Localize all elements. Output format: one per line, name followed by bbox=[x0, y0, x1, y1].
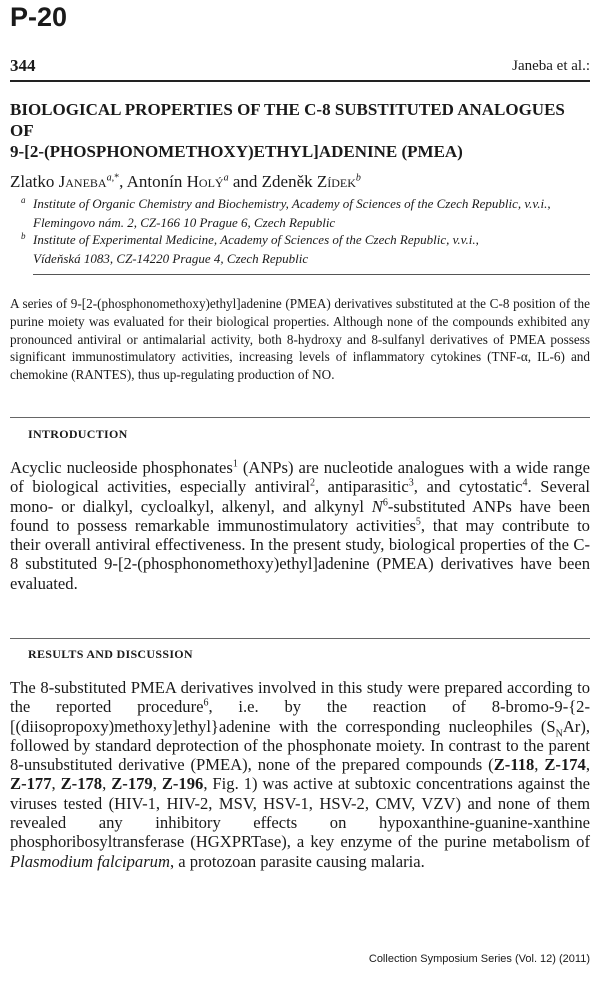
author-1-last: Janeba bbox=[58, 172, 107, 191]
compound-label: Z-196 bbox=[161, 774, 204, 794]
author-3-affil: b bbox=[355, 172, 361, 184]
abstract: A series of 9-[2-(phosphonomethoxy)ethyl]adenine (PMEA) derivatives substituted at the C-8 position of the purine moiety was evaluated for their biological properties. Although none of the compounds exhibited any pronounced antiviral or antimalarial activity, both 8-hydroxy and 8-sulfanyl derivatives of PMEA possess significant immunostimulatory activities, increasing levels of inflammatory cytokines (TNF-α, IL-6) and chemokine (RANTES), thus up-regulating production of NO. bbox=[10, 296, 590, 383]
compound-label: Z-178 bbox=[60, 774, 103, 794]
results-run: , Fig. 1) was active at subtoxic concentrations against the viruses tested (HIV-1, HIV-2, MSV, HSV-1, HSV-2, CMV, VZV) and none of them revealed any inhibitory effects on hypoxanthine-guanine-xanthine phosphoribosyltransferase (HGXPRTase), a key enzyme of the purine metabolism of bbox=[10, 774, 591, 852]
nitrogen-position: 6 bbox=[382, 497, 388, 509]
header-rule bbox=[10, 80, 590, 82]
corresponding-mark: * bbox=[114, 172, 120, 184]
compound-label: Z-177 bbox=[10, 774, 52, 794]
results-run: The 8-substituted PMEA derivatives involved in this study were prepared according to the reported procedure bbox=[10, 678, 590, 717]
affiliation-a bbox=[21, 194, 590, 232]
nitrogen-symbol: N bbox=[371, 496, 383, 516]
separator: , bbox=[51, 774, 61, 794]
results-run: Ar), followed by standard deprotection of the phosphonate moiety. In contrast to the parent 8-unsubstituted derivative (PMEA), none of the prepared compounds ( bbox=[10, 716, 590, 775]
title-line-2: 9-[2-(PHOSPHONOMETHOXY)ETHYL]ADENINE (PMEA) bbox=[10, 142, 463, 161]
affiliation-b-line-2: Vídeňská 1083, CZ-14220 Prague 4, Czech Republic bbox=[33, 251, 309, 266]
intro-run: -substituted ANPs have been found to possess remarkable immunostimulatory activities bbox=[10, 496, 590, 535]
intro-run: , that may contribute to their overall antiviral effectiveness. In the present study, biological properties of the C-8 substituted 9-[2-(phosphonomethoxy)ethyl]adenine (PMEA) derivatives have been evaluated. bbox=[10, 515, 590, 593]
ref-1: 1 bbox=[232, 458, 238, 470]
affiliation-b-marker: b bbox=[21, 231, 26, 241]
results-run: , a protozoan parasite causing malaria. bbox=[169, 851, 425, 871]
paper-title bbox=[10, 99, 590, 162]
intro-run: (ANPs) are nucleotide analogues with a wide range of biological activities, especially antiviral bbox=[10, 458, 590, 497]
running-head: Janeba et al.: bbox=[512, 58, 590, 74]
separator: , bbox=[152, 774, 162, 794]
author-2-last: Holý bbox=[186, 172, 224, 191]
ref-5: 5 bbox=[415, 516, 421, 528]
poster-code: P-20 bbox=[10, 2, 68, 32]
affiliation-b bbox=[21, 230, 590, 268]
compound-label: Z-174 bbox=[544, 755, 586, 775]
separator: , bbox=[585, 755, 590, 775]
ref-3: 3 bbox=[408, 477, 414, 489]
author-1-first: Zlatko bbox=[10, 172, 55, 191]
ref-2: 2 bbox=[310, 477, 315, 489]
intro-run: Acyclic nucleoside phosphonates bbox=[10, 458, 233, 477]
intro-run: . Several mono- or dialkyl, cycloalkyl, alkenyl, and alkynyl bbox=[10, 477, 590, 516]
title-line-1: BIOLOGICAL PROPERTIES OF THE C-8 SUBSTITUTED ANALOGUES OF bbox=[10, 100, 565, 140]
species-name: Plasmodium falciparum bbox=[10, 851, 170, 871]
author-2-first: Antonín bbox=[126, 172, 183, 191]
journal-footer: Collection Symposium Series (Vol. 12) (2011) bbox=[368, 953, 590, 965]
separator: , bbox=[534, 755, 545, 775]
author-1-affil: a, bbox=[106, 172, 115, 184]
snar-subscript: N bbox=[555, 727, 563, 739]
ref-6: 6 bbox=[203, 697, 209, 709]
author-3-first: Zdeněk bbox=[261, 172, 313, 191]
intro-run: , and cytostatic bbox=[413, 477, 523, 497]
page-number: 344 bbox=[10, 56, 36, 75]
ref-4: 4 bbox=[522, 477, 528, 489]
results-rule bbox=[10, 638, 590, 639]
affiliation-rule bbox=[33, 274, 590, 275]
author-2-affil: a bbox=[223, 172, 229, 184]
introduction-rule bbox=[10, 417, 590, 418]
results-run: , i.e. by the reaction of 8-bromo-9-{2-[(diisopropoxy)methoxy]ethyl}adenine with the corresponding nucleophiles (S bbox=[10, 697, 591, 736]
affiliation-b-line-1: Institute of Experimental Medicine, Academy of Sciences of the Czech Republic, v.v.i., bbox=[33, 232, 479, 247]
affiliation-a-line-2: Flemingovo nám. 2, CZ-166 10 Prague 6, Czech Republic bbox=[33, 215, 336, 230]
separator: , bbox=[102, 774, 112, 794]
compound-label: Z-179 bbox=[111, 774, 153, 794]
compound-label: Z-118 bbox=[493, 755, 535, 775]
intro-run: , antiparasitic bbox=[315, 477, 409, 497]
author-3-last: Zídek bbox=[316, 172, 356, 191]
author-list: Zlatko Janeba$^{a,*}$, Antonín Holý$^a$ and Zdeněk Zídek$^b$ bbox=[10, 172, 361, 191]
affiliation-a-line-1: Institute of Organic Chemistry and Biochemistry, Academy of Sciences of the Czech Republic, v.v.i., bbox=[33, 196, 551, 211]
affiliation-a-marker: a bbox=[21, 195, 26, 205]
introduction-heading: INTRODUCTION bbox=[28, 427, 128, 441]
introduction-text bbox=[10, 458, 590, 593]
results-text bbox=[10, 678, 590, 871]
author-conjunction: and bbox=[232, 172, 258, 191]
results-heading: RESULTS AND DISCUSSION bbox=[28, 647, 193, 661]
